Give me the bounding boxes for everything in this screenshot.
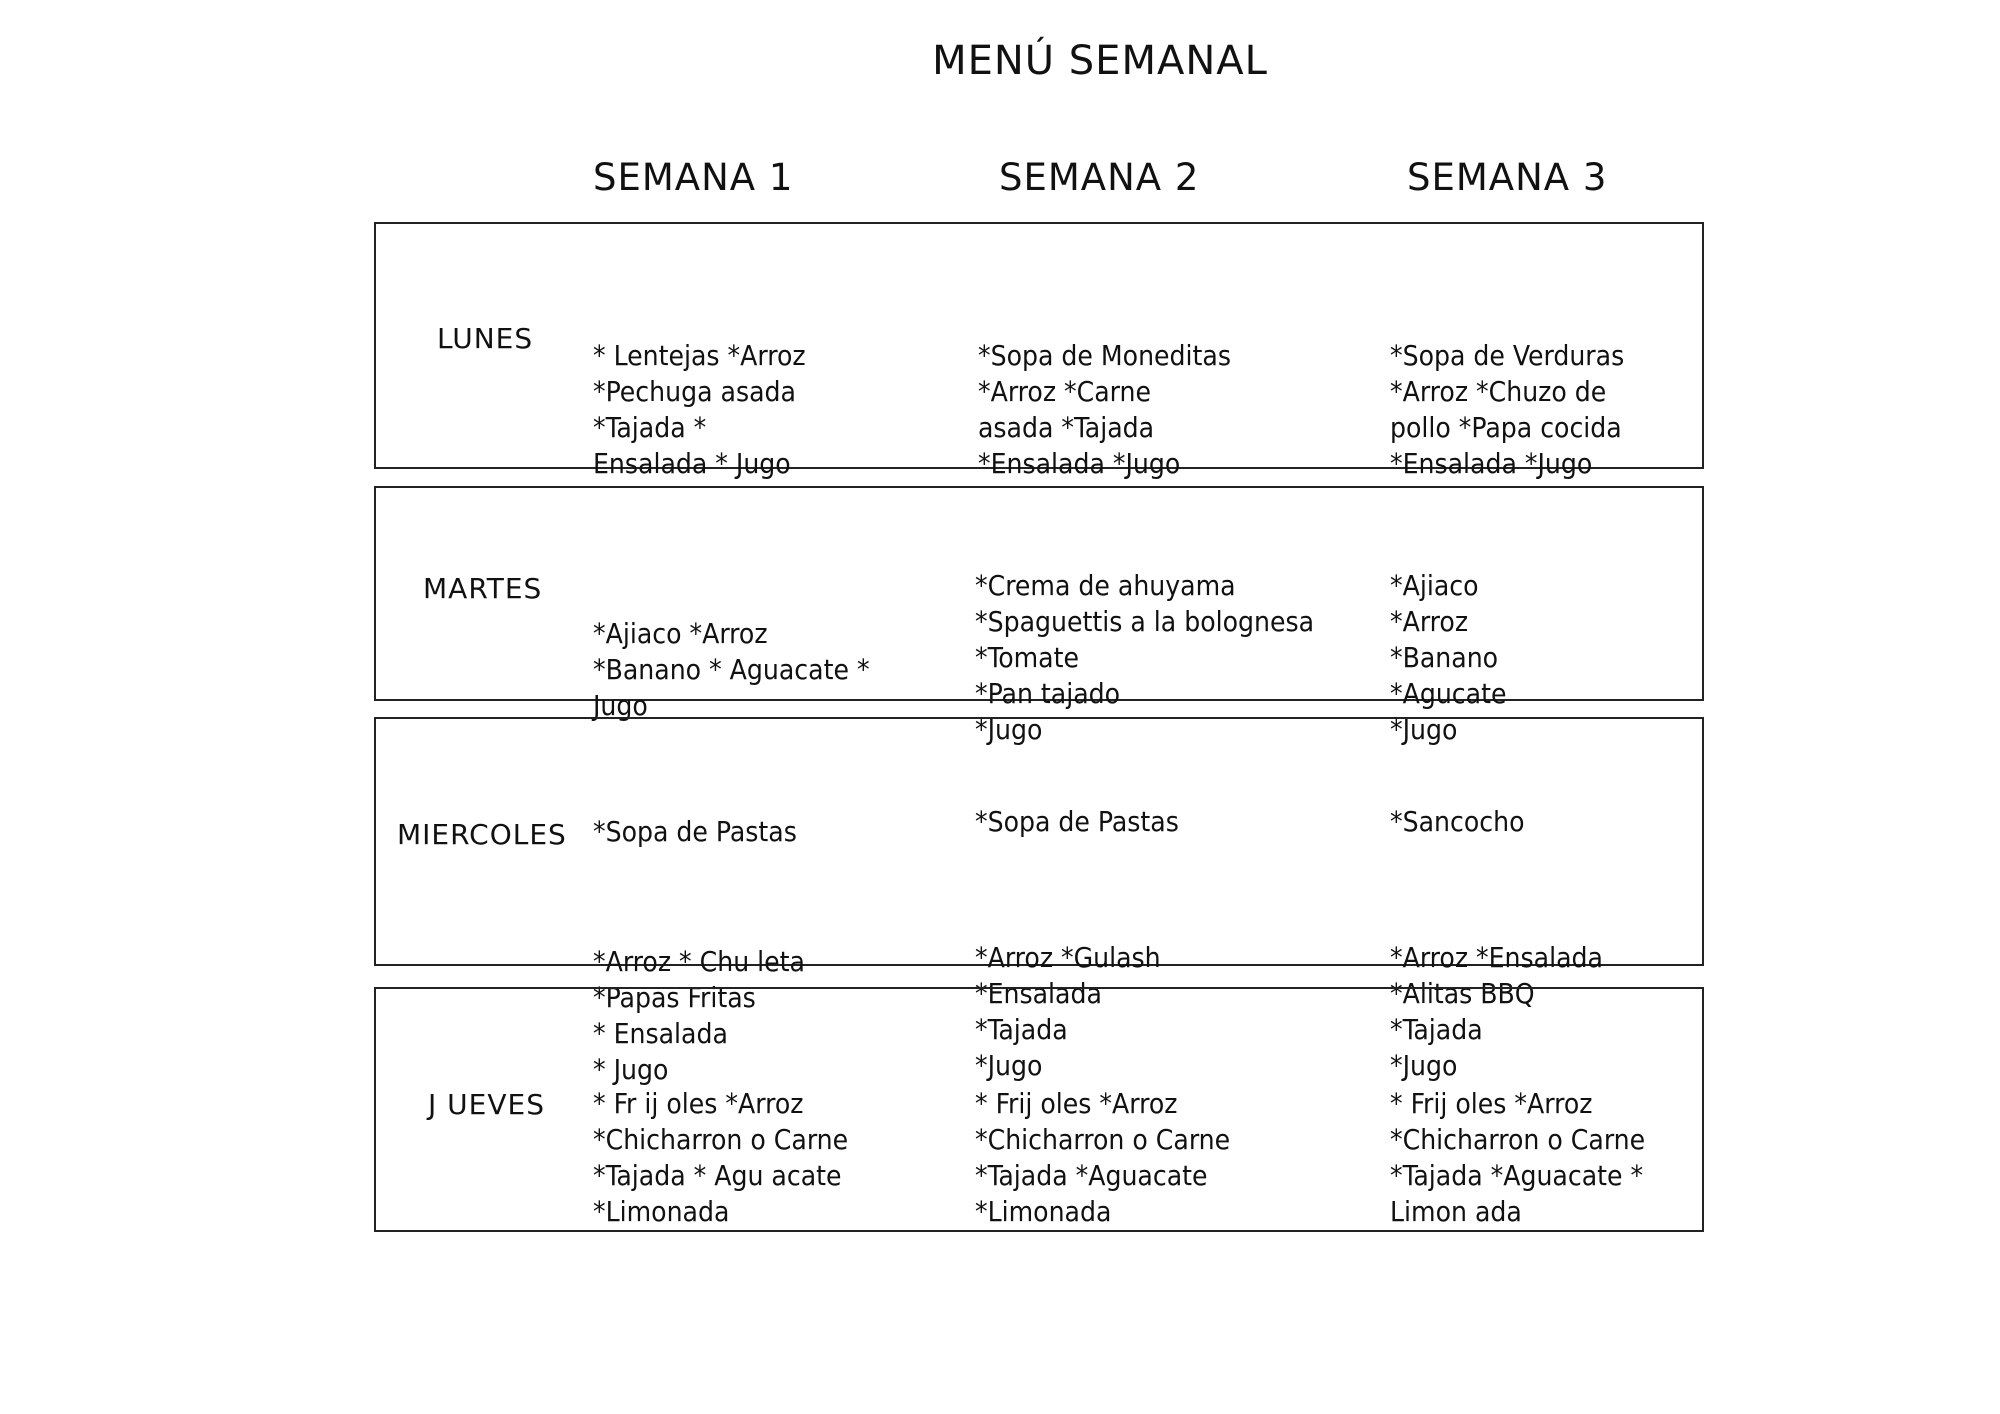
day-label-lunes: LUNES <box>437 322 534 355</box>
page-title: MENÚ SEMANAL <box>932 38 1268 84</box>
day-label-miercoles: MIERCOLES <box>397 818 567 851</box>
menu-cell-jueves-week3: * Frij oles *Arroz *Chicharron o Carne *Tajada *Aguacate * Limon ada <box>1390 1087 1646 1228</box>
week-header-2: SEMANA 2 <box>999 156 1200 199</box>
menu-cell-martes-week3: *Ajiaco *Arroz *Banano *Agucate *Jugo <box>1390 569 1507 746</box>
menu-cell-martes-week2: *Crema de ahuyama *Spaguettis a la bolognesa *Tomate *Pan tajado *Jugo <box>975 569 1315 746</box>
menu-cell-jueves-week2: * Frij oles *Arroz *Chicharron o Carne *Tajada *Aguacate *Limonada <box>975 1087 1231 1228</box>
day-label-martes: MARTES <box>423 572 543 605</box>
week-header-3: SEMANA 3 <box>1407 156 1608 199</box>
day-label-jueves: J UEVES <box>428 1088 545 1121</box>
menu-cell-miercoles-week2: *Sopa de Pastas *Arroz *Gulash *Ensalada *Tajada *Jugo <box>975 805 1179 1082</box>
menu-cell-lunes-week3: *Sopa de Verduras *Arroz *Chuzo de pollo *Papa cocida *Ensalada *Jugo <box>1390 339 1625 480</box>
menu-cell-lunes-week1: * Lentejas *Arroz *Pechuga asada *Tajada * Ensalada * Jugo <box>593 339 806 480</box>
week-header-1: SEMANA 1 <box>593 156 794 199</box>
menu-cell-lunes-week2: *Sopa de Moneditas *Arroz *Carne asada *Tajada *Ensalada *Jugo <box>978 339 1231 480</box>
menu-cell-jueves-week1: * Fr ij oles *Arroz *Chicharron o Carne *Tajada * Agu acate *Limonada <box>593 1087 849 1228</box>
menu-cell-miercoles-week3: *Sancocho *Arroz *Ensalada *Alitas BBQ *Tajada *Jugo <box>1390 805 1603 1082</box>
menu-cell-martes-week1: *Ajiaco *Arroz *Banano * Aguacate * Jugo <box>593 617 870 722</box>
menu-cell-miercoles-week1: *Sopa de Pastas *Arroz * Chu leta *Papas Fritas * Ensalada * Jugo <box>593 815 805 1086</box>
